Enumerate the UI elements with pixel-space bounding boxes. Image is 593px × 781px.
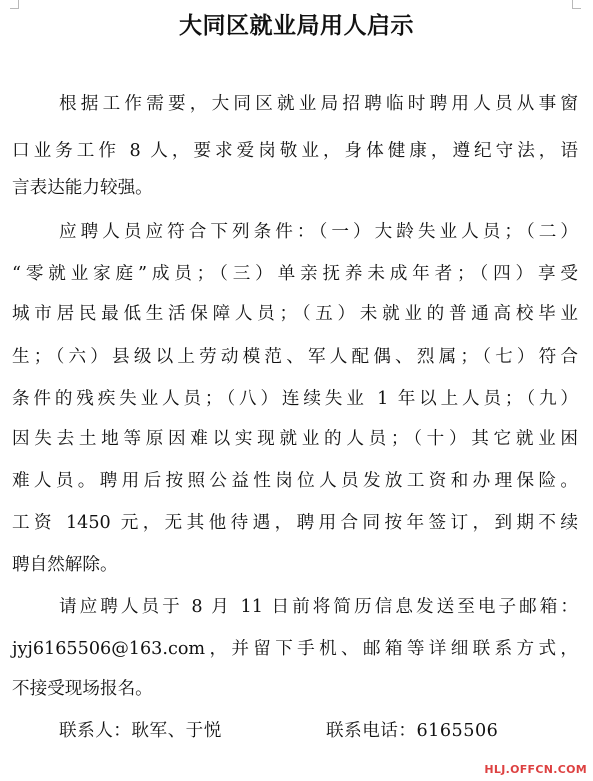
site-watermark: HLJ.OFFCN.COM <box>484 763 587 776</box>
body-line: 请应聘人员于 8 月 11 日前将简历信息发送至电子邮箱： <box>59 597 578 617</box>
body-line: 根据工作需要，大同区就业局招聘临时聘用人员从事窗 <box>59 94 578 114</box>
body-line: 因失去土地等原因难以实现就业的人员；（十）其它就业困 <box>12 429 578 449</box>
body-line: 工资 1450 元，无其他待遇，聘用合同按年签订，到期不续 <box>12 513 578 533</box>
document-title: 大同区就业局用人启示 <box>179 12 414 39</box>
body-line: 聘自然解除。 <box>12 555 118 575</box>
body-line: 条件的残疾失业人员；（八）连续失业 1 年以上人员；（九） <box>12 389 578 409</box>
body-line: 城市居民最低生活保障人员；（五）未就业的普通高校毕业 <box>12 304 578 324</box>
body-line: 不接受现场报名。 <box>12 679 153 699</box>
email-line: jyj6165506@163.com，并留下手机、邮箱等详细联系方式， <box>12 639 578 659</box>
body-line: 口业务工作 8 人，要求爱岗敬业，身体健康，遵纪守法，语 <box>12 141 578 161</box>
page-corner-mark-left <box>10 0 19 9</box>
body-line: 难人员。聘用后按照公益性岗位人员发放工资和办理保险。 <box>12 471 578 491</box>
body-line: 言表达能力较强。 <box>12 178 153 198</box>
body-line: “零就业家庭”成员；（三）单亲抚养未成年者；（四）享受 <box>12 264 578 284</box>
contact-person: 联系人：耿军、于悦 <box>59 721 222 741</box>
body-line: 生；（六）县级以上劳动模范、军人配偶、烈属；（七）符合 <box>12 347 578 367</box>
contact-phone: 联系电话：6165506 <box>326 721 499 741</box>
body-line: 应聘人员应符合下列条件：（一）大龄失业人员；（二） <box>59 222 578 242</box>
page-corner-mark-right <box>572 0 581 9</box>
